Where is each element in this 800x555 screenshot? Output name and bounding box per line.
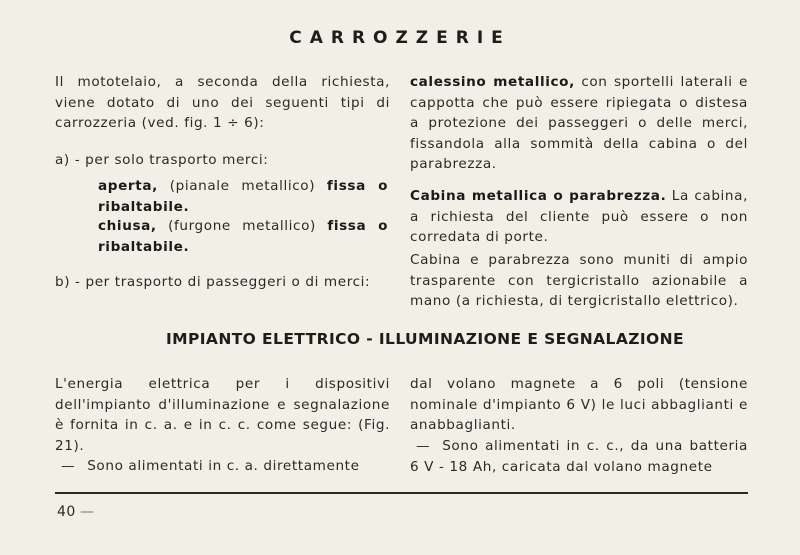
alimentati-ca-paragraph: — Sono alimentati in c. a. direttamente: [61, 458, 360, 474]
alimentati-cc-paragraph: — Sono alimentati in c. c., da una batteria 6 V - 18 Ah, caricata dal volano magnete: [410, 438, 748, 475]
chiusa-desc: (furgone metallico): [168, 218, 316, 234]
item-chiusa: [98, 216, 388, 257]
chiusa-term: chiusa,: [98, 218, 157, 234]
aperta-desc: (pianale metallico): [169, 178, 316, 194]
aperta-term: aperta,: [98, 178, 158, 194]
cabina-term: Cabina metallica o parabrezza.: [410, 188, 667, 204]
em-dash: —: [416, 438, 431, 454]
item-a-heading: a) - per solo trasporto merci:: [55, 152, 269, 168]
cabina-desc: La cabina, a richiesta del cliente può essere o non corredata di porte.: [410, 188, 748, 245]
volano-paragraph: dal volano magnete a 6 poli (tensione nominale d'impianto 6 V) le luci abbaglianti e anabbaglianti.: [410, 376, 748, 433]
chiusa-fixed: fissa o ribaltabile.: [98, 218, 389, 255]
energia-paragraph: L'energia elettrica per i dispositivi dell'impianto d'illuminazione e segnalazione è fornita in c. a. e in c. c. come segue: (Fig. 21).: [55, 376, 390, 454]
calessino-desc: con sportelli laterali e cappotta che può essere ripiegata o distesa a protezione dei passeggeri o delle merci, fissandola alla sommità della cabina o del parabrezza.: [410, 74, 748, 172]
item-aperta: [98, 176, 388, 217]
intro-paragraph: Il mototelaio, a seconda della richiesta, viene dotato di uno dei seguenti tipi di carrozzeria (ved. fig. 1 ÷ 6):: [55, 74, 390, 131]
page-footer: [57, 504, 94, 520]
footer-rule: [55, 492, 748, 494]
page-number: 40: [57, 504, 76, 520]
section-title-carrozzerie: CARROZZERIE: [289, 28, 511, 48]
em-dash: —: [61, 458, 76, 474]
aperta-fixed: fissa o ribaltabile.: [98, 178, 389, 215]
calessino-paragraph: [410, 72, 748, 175]
item-b-heading: b) - per trasporto di passeggeri o di merci:: [55, 274, 371, 290]
section-title-impianto-elettrico: IMPIANTO ELETTRICO - ILLUMINAZIONE E SEGNALAZIONE: [166, 330, 684, 348]
parabrezza-paragraph: Cabina e parabrezza sono muniti di ampio trasparente con tergicristallo azionabile a mano (a richiesta, di tergicristallo elettrico).: [410, 252, 748, 309]
cabina-paragraph: [410, 186, 748, 248]
page-number-tail: —: [79, 504, 95, 520]
calessino-term: calessino metallico,: [410, 74, 575, 90]
